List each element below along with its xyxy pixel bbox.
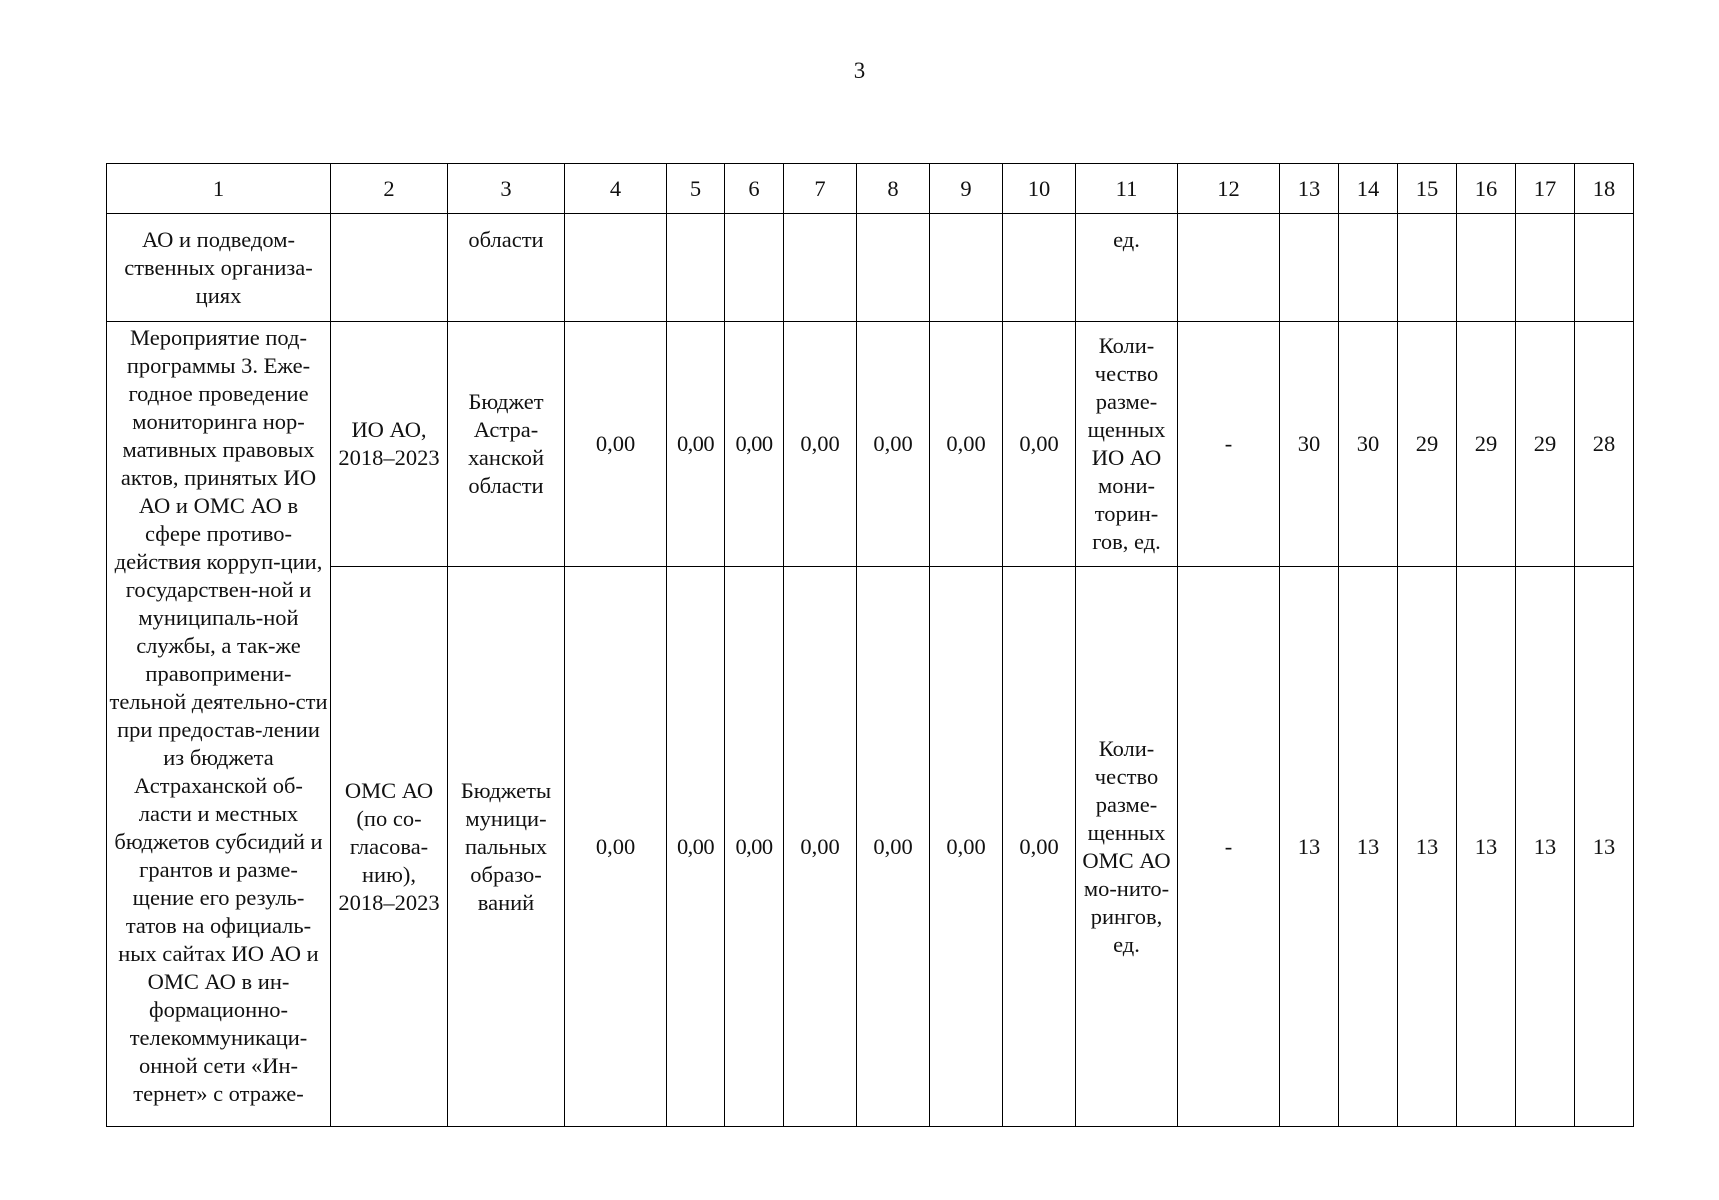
- continued-source-text: области: [448, 214, 565, 322]
- column-number: 18: [1575, 164, 1634, 214]
- target-value-cell: 29: [1457, 322, 1516, 567]
- amount-cell: 0,00: [565, 567, 667, 1127]
- page-number: 3: [853, 58, 866, 83]
- amount-cell: 0,00: [930, 322, 1003, 567]
- column-number: 13: [1280, 164, 1339, 214]
- empty-cell: [1178, 214, 1280, 322]
- table-row: [107, 322, 1634, 567]
- amount-cell: 0,00: [784, 567, 857, 1127]
- amount-cell: 0,00: [930, 567, 1003, 1127]
- amount-cell: 0,00: [857, 322, 930, 567]
- target-value-cell: 30: [1280, 322, 1339, 567]
- empty-cell: [565, 214, 667, 322]
- empty-cell: [1516, 214, 1575, 322]
- indicator-cell: Коли-чество разме-щенных ОМС АО мо-нито-рингов, ед.: [1076, 567, 1178, 1127]
- amount-cell: 0,00: [667, 322, 725, 567]
- empty-cell: [667, 214, 725, 322]
- program-table: [106, 163, 1634, 1127]
- amount-cell: 0,00: [1003, 322, 1076, 567]
- empty-cell: [1280, 214, 1339, 322]
- amount-cell: 0,00: [725, 322, 784, 567]
- base-value-cell: -: [1178, 322, 1280, 567]
- funding-source-cell: Бюджет Астра-ханской области: [448, 322, 565, 567]
- column-number: 8: [857, 164, 930, 214]
- column-number: 5: [667, 164, 725, 214]
- column-number: 11: [1076, 164, 1178, 214]
- column-number: 12: [1178, 164, 1280, 214]
- column-number: 7: [784, 164, 857, 214]
- target-value-cell: 30: [1339, 322, 1398, 567]
- header-row: [107, 164, 1634, 214]
- column-number: 6: [725, 164, 784, 214]
- empty-cell: [930, 214, 1003, 322]
- column-number: 1: [107, 164, 331, 214]
- target-value-cell: 28: [1575, 322, 1634, 567]
- column-number: 9: [930, 164, 1003, 214]
- column-number: 10: [1003, 164, 1076, 214]
- empty-cell: [857, 214, 930, 322]
- target-value-cell: 13: [1516, 567, 1575, 1127]
- target-value-cell: 13: [1398, 567, 1457, 1127]
- column-number: 14: [1339, 164, 1398, 214]
- amount-cell: 0,00: [784, 322, 857, 567]
- target-value-cell: 13: [1457, 567, 1516, 1127]
- empty-cell: [1003, 214, 1076, 322]
- executor-cell: ОМС АО (по со-гласова-нию), 2018–2023: [331, 567, 448, 1127]
- amount-cell: 0,00: [857, 567, 930, 1127]
- amount-cell: 0,00: [725, 567, 784, 1127]
- empty-cell: [1457, 214, 1516, 322]
- amount-cell: 0,00: [565, 322, 667, 567]
- column-number: 16: [1457, 164, 1516, 214]
- empty-cell: [725, 214, 784, 322]
- continuation-row: [107, 214, 1634, 322]
- target-value-cell: 13: [1339, 567, 1398, 1127]
- amount-cell: 0,00: [1003, 567, 1076, 1127]
- continued-event-text: АО и подведом-ственных организа-циях: [107, 214, 331, 322]
- column-number: 4: [565, 164, 667, 214]
- target-value-cell: 13: [1575, 567, 1634, 1127]
- executor-cell: ИО АО, 2018–2023: [331, 322, 448, 567]
- indicator-cell: Коли-чество разме-щенных ИО АО мони-торин-гов, ед.: [1076, 322, 1178, 567]
- target-value-cell: 29: [1516, 322, 1575, 567]
- column-number: 15: [1398, 164, 1457, 214]
- funding-source-cell: Бюджеты муници-пальных образо-ваний: [448, 567, 565, 1127]
- amount-cell: 0,00: [667, 567, 725, 1127]
- target-value-cell: 13: [1280, 567, 1339, 1127]
- empty-cell: [784, 214, 857, 322]
- column-number: 3: [448, 164, 565, 214]
- table-row: [107, 567, 1634, 1127]
- continued-indicator-text: ед.: [1076, 214, 1178, 322]
- empty-cell: [1575, 214, 1634, 322]
- column-number: 17: [1516, 164, 1575, 214]
- empty-cell: [1398, 214, 1457, 322]
- event-description: Мероприятие под-программы 3. Еже-годное проведение мониторинга нор-мативных правовых актов, принятых ИО АО и ОМС АО в сфере противо-действия корруп-ции, государствен-ной и муниципаль-ной службы, а так-же правопримени-тельной деятельно-сти при предостав-лении из бюджета Астраханской об-ласти и местных бюджетов субсидий и грантов и разме-щение его резуль-татов на официаль-ных сайтах ИО АО и ОМС АО в ин-формационно-телекоммуникаци-онной сети «Ин-тернет» с отраже-: [107, 322, 331, 1127]
- empty-cell: [1339, 214, 1398, 322]
- base-value-cell: -: [1178, 567, 1280, 1127]
- target-value-cell: 29: [1398, 322, 1457, 567]
- empty-cell: [331, 214, 448, 322]
- column-number: 2: [331, 164, 448, 214]
